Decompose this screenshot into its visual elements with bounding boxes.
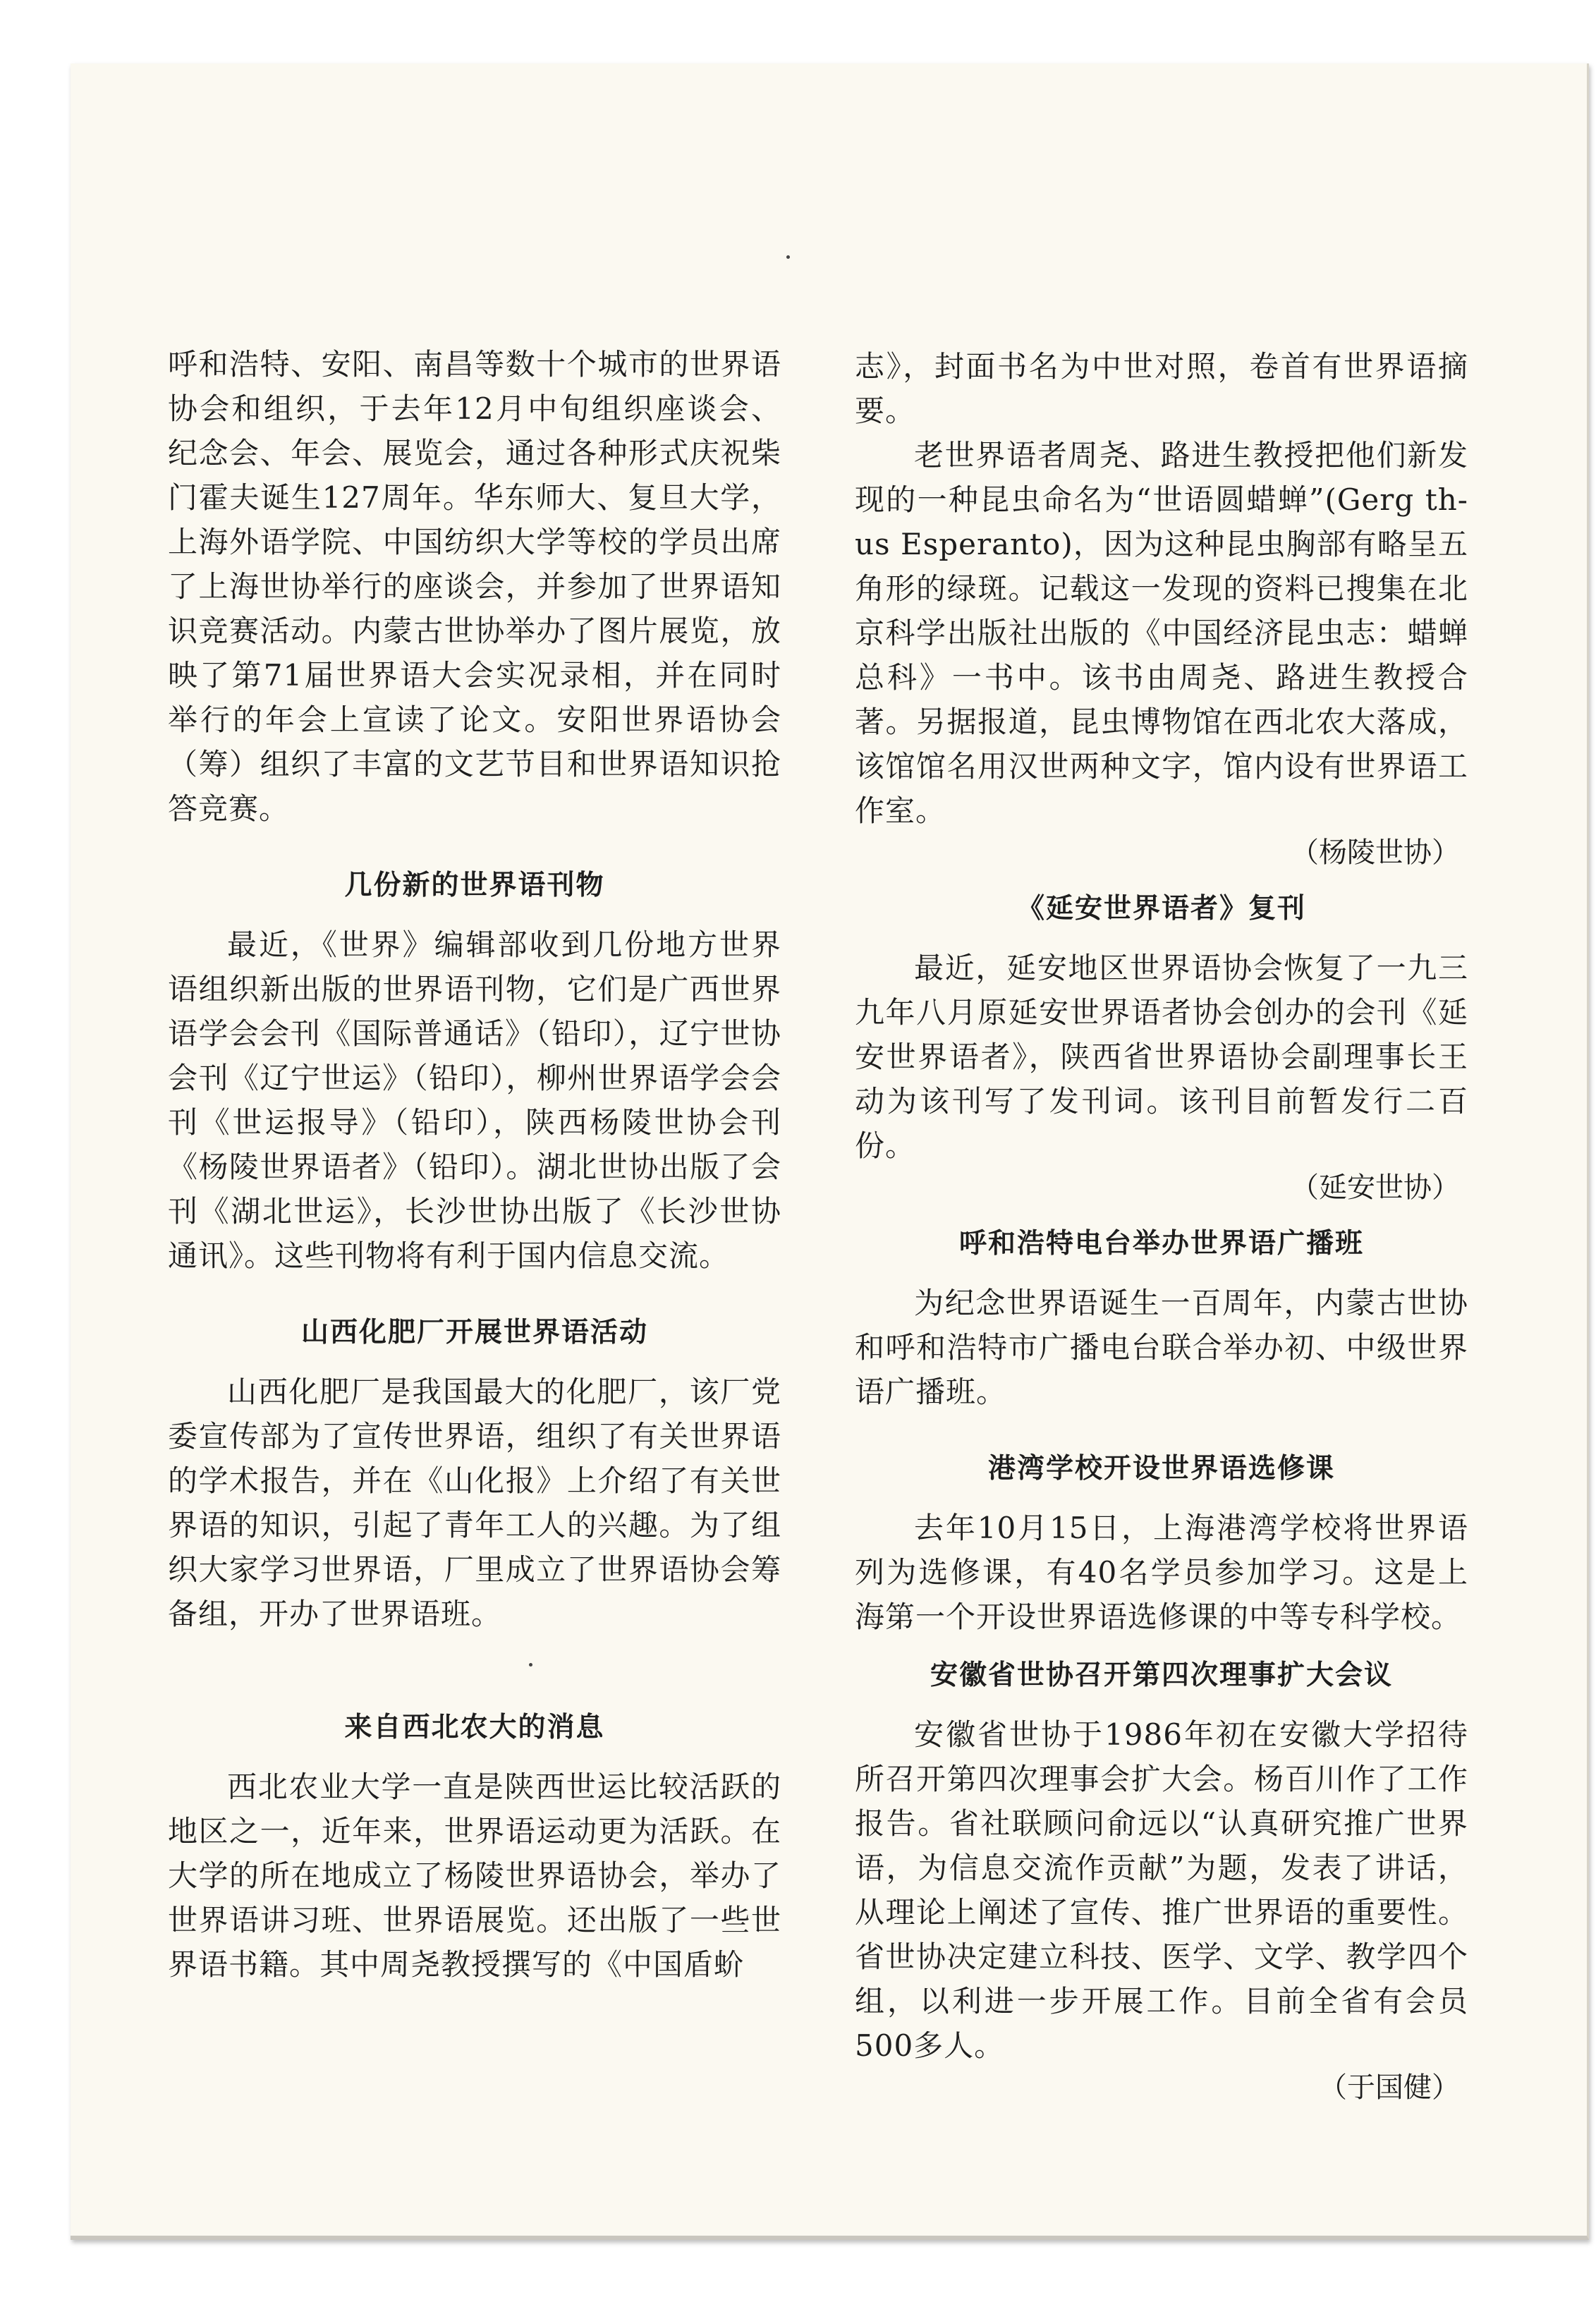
northwest-continuation-body2: 老世界语者周尧、路进生教授把他们新发现的一种昆虫命名为“世语圆蜡蝉”(Gerg th-us Esperanto)，因为这种昆虫胸部有略呈五角形的绿斑。记载这一发现的资料已搜集在北京科学出版社出版的《中国经济昆虫志：蜡蝉总科》一书中。该书由周尧、路进生教授合著。另据报道，昆虫博物馆在西北农大落成，该馆馆名用汉世两种文字，馆内设有世界语工作室。: [855, 438, 1468, 828]
article-body-northwest: 西北农业大学一直是陕西世运比较活跃的地区之一，近年来，世界语运动更为活跃。在大学的所在地成立了杨陵世界语协会，举办了世界语讲习班、世界语展览。还出版了一些世界语书籍。其中周尧教授撰写的《中国盾蚧: [168, 1769, 781, 1982]
print-speck: [786, 255, 790, 259]
intro-continuation: 呼和浩特、安阳、南昌等数十个城市的世界语协会和组织，于去年12月中旬组织座谈会、纪念会、年会、展览会，通过各种形式庆祝柴门霍夫诞生127周年。华东师大、复旦大学，上海外语学院、中国纺织大学等校的学员出席了上海世协举行的座谈会，并参加了世界语知识竞赛活动。内蒙古世协举办了图片展览，放映了第71届世界语大会实况录相，并在同时举行的年会上宣读了论文。安阳世界语协会（筹）组织了丰富的文艺节目和世界语知识抢答竞赛。: [168, 347, 781, 826]
article-title-harbor: 港湾学校开设世界语选修课: [987, 1453, 1335, 1485]
article-title-northwest: 来自西北农大的消息: [344, 1712, 605, 1743]
scanned-page: [71, 63, 1589, 2240]
article-title-journals: 几份新的世界语刊物: [344, 870, 605, 901]
northwest-continuation-body1: 志》，封面书名为中世对照，卷首有世界语摘要。: [855, 349, 1468, 428]
article-body-harbor: 去年10月15日，上海港湾学校将世界语列为选修课，有40名学员参加学习。这是上海第一个开设世界语选修课的中等专科学校。: [855, 1511, 1468, 1634]
article-title-yanan: 《延安世界语者》复刊: [1016, 893, 1306, 925]
article-body-journals: 最近，《世界》编辑部收到几份地方世界语组织新出版的世界语刊物，它们是广西世界语学会会刊《国际普通话》（铅印），辽宁世协会刊《辽宁世运》（铅印），柳州世界语学会会刊《世运报导》（铅印），陕西杨陵世协会刊《杨陵世界语者》（铅印）。湖北世协出版了会刊《湖北世运》，长沙世协出版了《长沙世协通讯》。这些刊物将有利于国内信息交流。: [168, 927, 781, 1273]
article-title-anhui: 安徽省世协召开第四次理事扩大会议: [930, 1659, 1393, 1691]
article-body-anhui: 安徽省世协于1986年初在安徽大学招待所召开第四次理事会扩大会。杨百川作了工作报告。省社联顾问俞远以“认真研究推广世界语，为信息交流作贡献”为题，发表了讲话，从理论上阐述了宣传、推广世界语的重要性。省世协决定建立科技、医学、文学、教学四个组，以利进一步开展工作。目前全省有会员500多人。: [855, 1717, 1468, 2063]
credit-yanan: （延安世协）: [1291, 1171, 1460, 1204]
article-title-hohhot: 呼和浩特电台举办世界语广播班: [958, 1228, 1364, 1260]
right-column: [855, 344, 1468, 2107]
article-body-hohhot: 为纪念世界语诞生一百周年，内蒙古世协和呼和浩特市广播电台联合举办初、中级世界语广播班。: [855, 1286, 1468, 1409]
article-title-shanxi: 山西化肥厂开展世界语活动: [300, 1317, 648, 1348]
credit-yangling: （杨陵世协）: [1291, 836, 1460, 869]
article-body-yanan: 最近，延安地区世界语协会恢复了一九三九年八月原延安世界语者协会创办的会刊《延安世界语者》，陕西省世界语协会副理事长王动为该刊写了发刊词。该刊目前暂发行二百份。: [855, 951, 1468, 1163]
credit-anhui: （于国健）: [1319, 2071, 1460, 2104]
article-body-shanxi: 山西化肥厂是我国最大的化肥厂，该厂党委宣传部为了宣传世界语，组织了有关世界语的学术报告，并在《山化报》上介绍了有关世界语的知识，引起了青年工人的兴趣。为了组织大家学习世界语，厂里成立了世界语协会筹备组，开办了世界语班。: [168, 1375, 781, 1631]
left-column: [168, 342, 781, 1987]
